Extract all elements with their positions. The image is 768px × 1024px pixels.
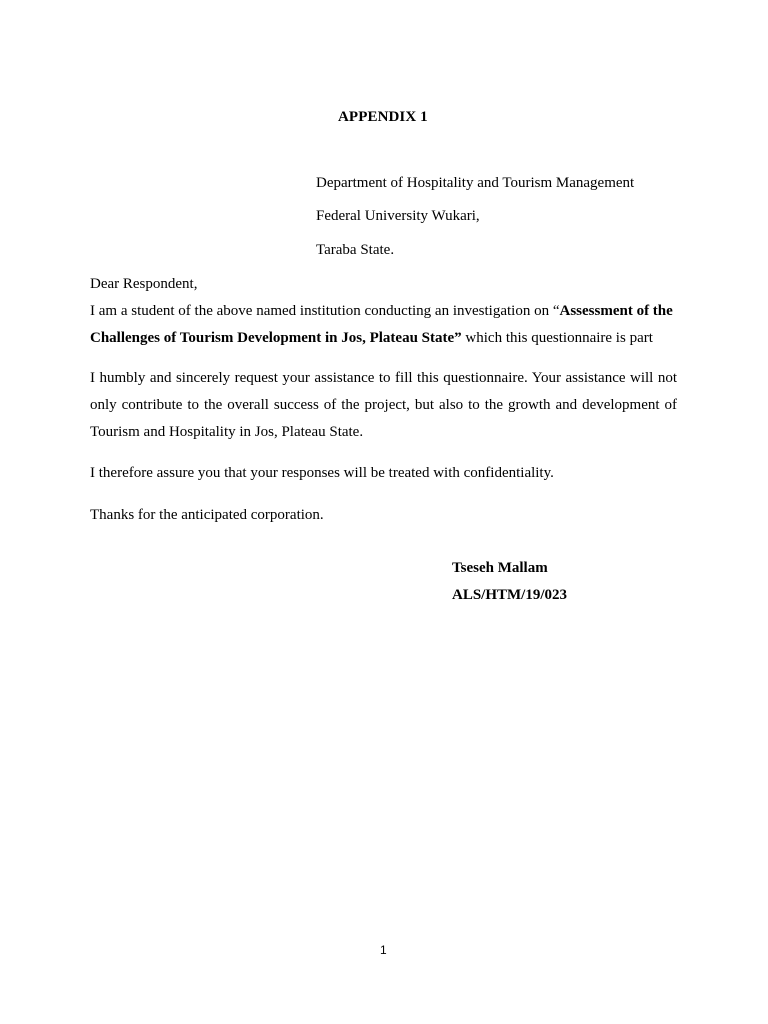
request-paragraph: I humbly and sincerely request your assistance to fill this questionnaire. Your assistance will not only contribute to the overall success of the project, but also to the growth and development of Tourism and Hospitality in Jos, Plateau State.	[90, 370, 677, 440]
salutation: Dear Respondent,	[90, 276, 198, 292]
confidentiality-paragraph: I therefore assure you that your responses will be treated with confidentiality.	[90, 465, 554, 481]
thanks-paragraph: Thanks for the anticipated corporation.	[90, 507, 324, 523]
intro-paragraph	[90, 298, 677, 352]
page-number: 1	[380, 943, 387, 957]
intro-tail: which this questionnaire is part	[461, 330, 653, 346]
address-university: Federal University Wukari,	[316, 208, 480, 224]
signature-name: Tseseh Mallam	[452, 560, 548, 576]
appendix-title: APPENDIX 1	[338, 109, 428, 125]
study-title: Assessment of the Challenges of Tourism Development in Jos, Plateau State”	[90, 303, 673, 346]
address-department: Department of Hospitality and Tourism Management	[316, 175, 635, 191]
address-state: Taraba State.	[316, 242, 395, 258]
signature-id: ALS/HTM/19/023	[452, 587, 568, 603]
intro-text: I am a student of the above named institution conducting an investigation on “	[90, 303, 560, 319]
